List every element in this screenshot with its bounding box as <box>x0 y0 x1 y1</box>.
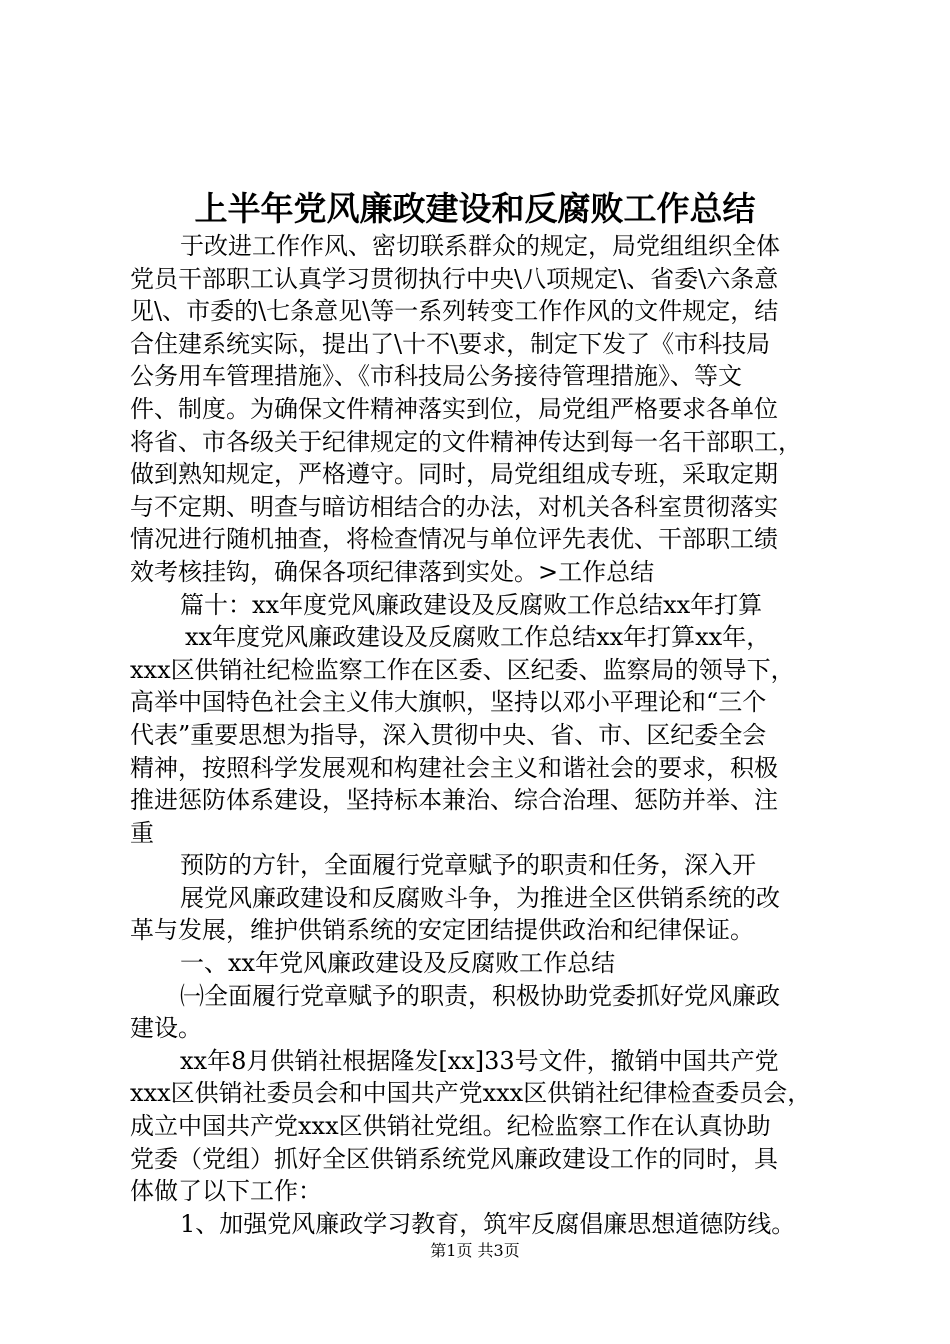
text-line: 成立中国共产党xxx区供销社党组。纪检监察工作在认真协助 <box>130 1112 771 1141</box>
page-number-footer: 第1页 共3页 <box>430 1241 520 1260</box>
text-line: 党员干部职工认真学习贯彻执行中央\八项规定\、省委\六条意 <box>130 264 779 293</box>
text-line: 高举中国特色社会主义伟大旗帜，坚持以邓小平理论和“三个 <box>130 688 767 717</box>
document-body <box>130 230 830 1240</box>
text-line: 于改进工作作风、密切联系群众的规定，局党组组织全体 <box>180 232 780 260</box>
text-line: 将省、市各级关于纪律规定的文件精神传达到每一名干部职工， <box>130 427 802 456</box>
text-line: 做到熟知规定，严格遵守。同时，局党组组成专班，采取定期 <box>130 460 778 489</box>
text-line: 建设。 <box>130 1014 202 1043</box>
text-line: 推进惩防体系建设，坚持标本兼治、综合治理、惩防并举、注 <box>130 786 778 815</box>
text-line: 情况进行随机抽查，将检查情况与单位评先表优、干部职工绩 <box>130 525 778 554</box>
text-line: 预防的方针，全面履行党章赋予的职责和任务，深入开 <box>180 851 756 880</box>
text-line: xxx区供销社委员会和中国共产党xxx区供销社纪律检查委员会， <box>130 1079 812 1108</box>
text-line: 件、制度。为确保文件精神落实到位，局党组严格要求各单位 <box>130 394 778 423</box>
section-heading: 一、xx年党风廉政建设及反腐败工作总结 <box>180 949 616 978</box>
document-title: 上半年党风廉政建设和反腐败工作总结 <box>194 189 756 228</box>
text-line: 精神，按照科学发展观和构建社会主义和谐社会的要求，积极 <box>130 753 778 782</box>
text-line: xxx区供销社纪检监察工作在区委、区纪委、监察局的领导下， <box>130 655 795 684</box>
section-heading: 篇十：xx年度党风廉政建设及反腐败工作总结xx年打算 <box>180 590 763 619</box>
subsection-heading: ㈠全面履行党章赋予的职责，积极协助党委抓好党风廉政 <box>180 981 780 1010</box>
text-line: 展党风廉政建设和反腐败斗争，为推进全区供销系统的改 <box>180 883 780 912</box>
text-line: 效考核挂钩，确保各项纪律落到实处。>工作总结 <box>130 557 655 586</box>
text-line: 代表”重要思想为指导，深入贯彻中央、省、市、区纪委全会 <box>130 720 767 749</box>
text-line: 见\、市委的\七条意见\等一系列转变工作作风的文件规定，结 <box>130 297 779 326</box>
text-line: xx年度党风廉政建设及反腐败工作总结xx年打算xx年， <box>185 623 771 652</box>
text-line: 与不定期、明查与暗访相结合的办法，对机关各科室贯彻落实 <box>130 492 778 521</box>
text-line: 党委（党组）抓好全区供销系统党风廉政建设工作的同时，具 <box>130 1144 778 1173</box>
text-line: 公务用车管理措施》、《市科技局公务接待管理措施》、等文 <box>130 362 742 391</box>
text-line: 合住建系统实际，提出了\十不\要求，制定下发了《市科技局 <box>130 329 771 358</box>
text-line: 重 <box>130 818 154 847</box>
text-line: 体做了以下工作： <box>130 1177 322 1206</box>
list-item: 1、加强党风廉政学习教育，筑牢反腐倡廉思想道德防线。 <box>180 1209 796 1238</box>
text-line: xx年8月供销社根据隆发[xx]33号文件，撤销中国共产党 <box>180 1046 779 1075</box>
text-line: 革与发展，维护供销系统的安定团结提供政治和纪律保证。 <box>130 916 754 945</box>
